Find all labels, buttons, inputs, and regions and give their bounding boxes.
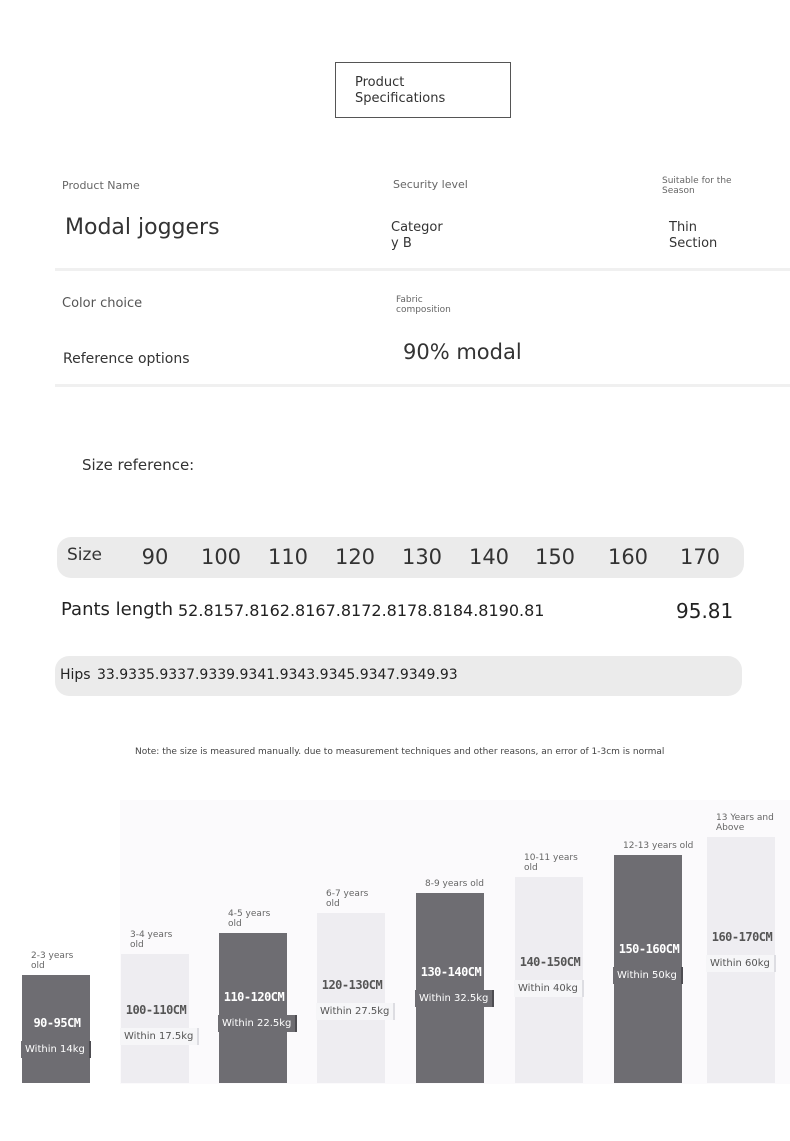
age-label-line-2: old	[130, 940, 144, 950]
color-choice-value: Reference options	[63, 351, 190, 367]
height-range-label: 120-130CM	[321, 977, 383, 992]
size-140: 140	[468, 545, 510, 569]
age-label-line-2: old	[31, 961, 45, 971]
hips-values: 33.9335.9337.9339.9341.9343.9345.9347.9349.93	[97, 667, 458, 683]
age-label	[130, 930, 172, 950]
height-bar	[416, 893, 484, 1083]
size-90: 90	[141, 545, 169, 569]
weight-label: Within 40kg	[514, 980, 584, 997]
age-label-line-1: 2-3 years	[31, 951, 74, 961]
weight-label: Within 27.5kg	[316, 1003, 395, 1020]
page-title	[335, 62, 511, 118]
height-range-label: 140-150CM	[519, 955, 581, 970]
age-label-line-1: 3-4 years	[130, 930, 173, 940]
security-value-line-1: Categor	[391, 220, 443, 235]
security-level-label: Security level	[393, 178, 468, 191]
product-name-value: Modal joggers	[65, 215, 220, 240]
age-label-line-1: 10-11 years	[524, 853, 578, 863]
season-label	[662, 176, 732, 196]
fabric-value: 90% modal	[403, 340, 522, 364]
pants-length-label: Pants length	[61, 599, 174, 620]
height-range-label: 130-140CM	[420, 965, 482, 980]
color-choice-label: Color choice	[62, 296, 143, 311]
height-range-label: 110-120CM	[223, 990, 285, 1004]
age-label	[524, 853, 578, 873]
season-value-line-2: Section	[669, 236, 718, 251]
age-label-line-1: 8-9 years old	[425, 879, 484, 889]
season-label-line-2: Season	[662, 186, 695, 196]
pants-length-values: 52.8157.8162.8167.8172.8178.8184.8190.81	[178, 601, 545, 620]
measurement-note: Note: the size is measured manually. due to measurement techniques and other reasons, an error of 1-3cm is normal	[135, 747, 665, 757]
height-range-label: 160-170CM	[711, 930, 773, 945]
weight-label: Within 32.5kg	[415, 990, 494, 1007]
height-bar	[317, 913, 385, 1083]
height-range-label: 150-160CM	[618, 941, 680, 956]
age-label-line-1: 4-5 years	[228, 909, 271, 919]
weight-label: Within 17.5kg	[120, 1028, 199, 1045]
title-line-2: Specifications	[355, 91, 446, 106]
size-120: 120	[334, 545, 376, 569]
fabric-label	[396, 295, 451, 315]
title-line-1: Product	[355, 75, 405, 90]
size-label: Size	[67, 545, 102, 565]
product-name-label: Product Name	[62, 179, 140, 192]
spec-divider-1	[55, 268, 790, 271]
hips-label: Hips	[60, 667, 91, 683]
age-label-line-2: old	[524, 863, 538, 873]
age-label-line-2: old	[228, 919, 242, 929]
age-label	[31, 951, 73, 971]
height-bar	[219, 933, 287, 1083]
age-label	[228, 909, 270, 929]
size-130: 130	[401, 545, 443, 569]
pants-length-last: 95.81	[676, 599, 734, 623]
weight-label: Within 14kg	[21, 1041, 91, 1058]
weight-label: Within 50kg	[613, 967, 683, 984]
age-label-line-2: Above	[716, 823, 745, 833]
weight-label: Within 22.5kg	[218, 1015, 297, 1032]
season-value-line-1: Thin	[669, 220, 698, 235]
age-label	[425, 879, 484, 889]
age-label-line-1: 13 Years and	[716, 813, 774, 823]
season-value	[669, 220, 717, 252]
size-150: 150	[534, 545, 576, 569]
security-level-value	[391, 220, 443, 252]
size-160: 160	[607, 545, 649, 569]
age-label	[326, 889, 368, 909]
height-range-label: 90-95CM	[33, 1016, 81, 1031]
fabric-label-line-2: composition	[396, 305, 451, 315]
security-value-line-2: y B	[391, 236, 412, 251]
height-range-label: 100-110CM	[125, 1003, 187, 1018]
fabric-label-line-1: Fabric	[396, 295, 423, 305]
age-label	[716, 813, 774, 833]
spec-divider-2	[55, 384, 790, 387]
size-reference-heading: Size reference:	[82, 456, 195, 474]
season-label-line-1: Suitable for the	[662, 176, 732, 186]
age-label-line-1: 12-13 years old	[623, 841, 694, 851]
age-label-line-2: old	[326, 899, 340, 909]
height-bar	[121, 954, 189, 1083]
size-110: 110	[267, 545, 309, 569]
weight-label: Within 60kg	[706, 955, 776, 972]
size-100: 100	[200, 545, 242, 569]
age-label	[623, 841, 693, 851]
age-label-line-1: 6-7 years	[326, 889, 369, 899]
size-170: 170	[679, 545, 721, 569]
